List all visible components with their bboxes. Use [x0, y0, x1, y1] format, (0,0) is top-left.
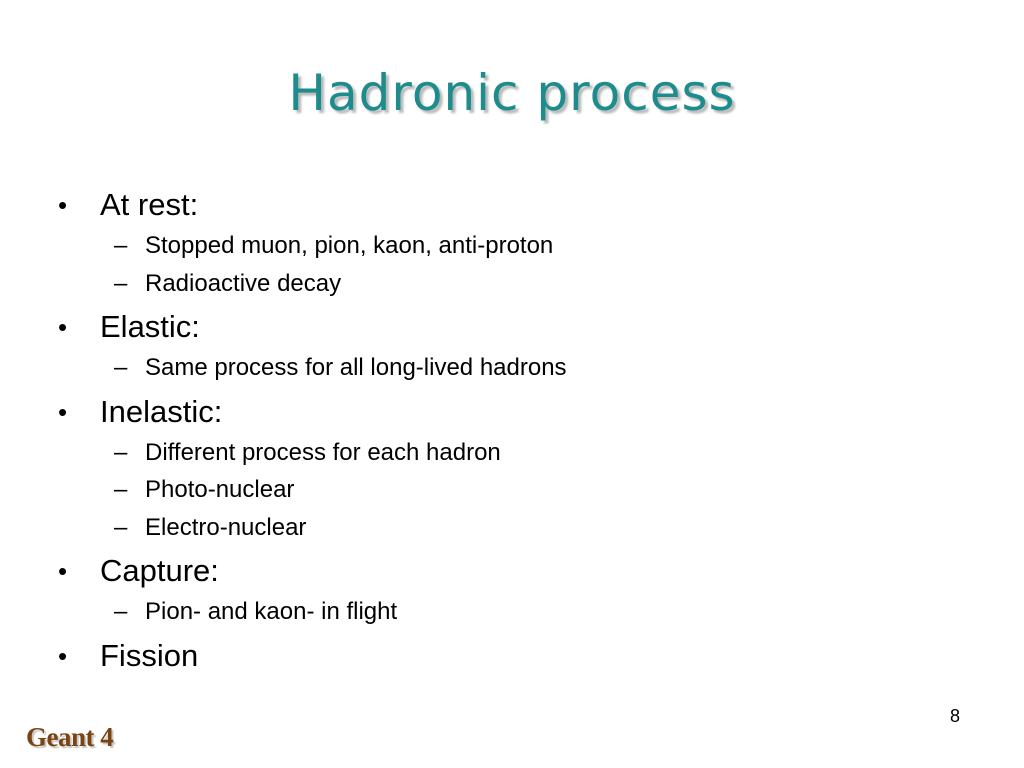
bullet-list	[58, 180, 958, 678]
bullet-label: Elastic:	[100, 309, 200, 344]
bullet-item-elastic	[58, 305, 958, 349]
geant4-logo: Geant 4	[26, 722, 114, 752]
sub-item-label: Same process for all long-lived hadrons	[145, 354, 567, 381]
sub-item-label: Pion- and kaon- in flight	[145, 598, 398, 625]
bullet-icon: •	[58, 556, 68, 586]
sub-item-label: Stopped muon, pion, kaon, anti-proton	[145, 232, 554, 259]
bullet-label: Inelastic:	[100, 393, 223, 429]
sub-item-label: Different process for each hadron	[145, 438, 501, 466]
bullet-label: Capture:	[100, 553, 219, 588]
sub-item	[58, 471, 958, 509]
bullet-label: At rest:	[100, 187, 199, 222]
sub-item-label: Radioactive decay	[145, 269, 342, 297]
dash-icon: –	[114, 598, 128, 625]
dash-icon: –	[114, 232, 128, 259]
bullet-item-at-rest	[58, 183, 958, 227]
sub-list-at-rest	[58, 227, 958, 302]
sub-item-label: Photo-nuclear	[145, 476, 295, 503]
bullet-item-capture	[58, 549, 958, 593]
slide-title: Hadronic process	[288, 64, 736, 122]
dash-icon: –	[114, 438, 128, 466]
sub-item	[58, 509, 958, 547]
sub-item	[58, 227, 958, 265]
bullet-icon: •	[58, 396, 68, 427]
dash-icon: –	[114, 269, 128, 297]
sub-item	[58, 434, 958, 472]
page-number: 8	[949, 706, 960, 726]
bullet-icon: •	[58, 190, 68, 220]
bullet-item-fission	[58, 634, 958, 678]
sub-item	[58, 349, 958, 387]
sub-item	[58, 593, 958, 631]
bullet-icon: •	[58, 312, 68, 342]
sub-list-elastic	[58, 349, 958, 387]
dash-icon: –	[114, 513, 128, 541]
bullet-icon: •	[58, 640, 68, 671]
bullet-item-inelastic	[58, 390, 958, 434]
sub-list-capture	[58, 593, 958, 631]
sub-item	[58, 265, 958, 303]
bullet-label: Fission	[100, 637, 199, 673]
sub-list-inelastic	[58, 434, 958, 547]
dash-icon: –	[114, 354, 128, 381]
sub-item-label: Electro-nuclear	[145, 513, 307, 541]
dash-icon: –	[114, 476, 128, 503]
